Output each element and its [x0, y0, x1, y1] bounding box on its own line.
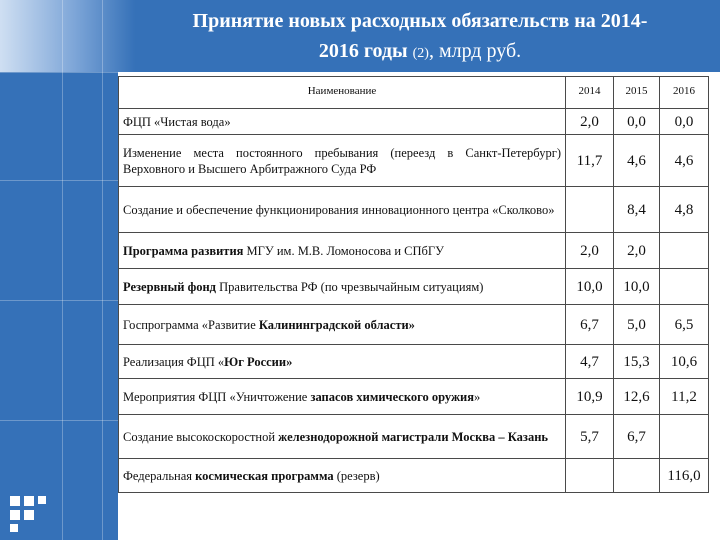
row-name — [119, 233, 566, 269]
value-2016 — [660, 269, 709, 305]
header-name: Наименование — [119, 77, 566, 109]
decor-line — [102, 0, 103, 540]
value-2016: 11,2 — [660, 379, 709, 415]
value-2015: 15,3 — [614, 345, 660, 379]
row-name-part: Программа развития — [123, 243, 244, 258]
row-name-part: Создание и обеспечение функционирования инновационного центра «Сколково» — [123, 202, 555, 217]
table-row — [119, 187, 709, 233]
value-2014 — [566, 459, 614, 493]
value-2014: 2,0 — [566, 109, 614, 135]
table-row — [119, 269, 709, 305]
row-name-part: ФЦП «Чистая вода» — [123, 114, 231, 129]
value-2014: 5,7 — [566, 415, 614, 459]
row-name-part: Резервный фонд — [123, 279, 217, 294]
row-name-part: Реализация ФЦП « — [123, 354, 225, 369]
table-row — [119, 135, 709, 187]
value-2015: 4,6 — [614, 135, 660, 187]
value-2014: 6,7 — [566, 305, 614, 345]
value-2015: 8,4 — [614, 187, 660, 233]
value-2014: 2,0 — [566, 233, 614, 269]
header-year-2016: 2016 — [660, 77, 709, 109]
table-row — [119, 345, 709, 379]
title-unit: , млрд руб. — [428, 40, 522, 62]
title-line-1: Принятие новых расходных обязательств на 2014- — [192, 10, 648, 32]
value-2014 — [566, 187, 614, 233]
table-row — [119, 305, 709, 345]
value-2015: 12,6 — [614, 379, 660, 415]
title-line-2 — [130, 36, 710, 69]
table-row — [119, 415, 709, 459]
row-name-part: (резерв) — [333, 468, 380, 483]
row-name-part: Создание высокоскоростной — [123, 429, 279, 444]
value-2016: 4,6 — [660, 135, 709, 187]
title-band-gradient — [0, 0, 135, 72]
row-name — [119, 305, 566, 345]
value-2016: 10,6 — [660, 345, 709, 379]
row-name-part: запасов химического оружия — [310, 389, 475, 404]
table-row — [119, 109, 709, 135]
left-decor-strip — [0, 72, 118, 540]
title-footnote: (2) — [412, 46, 429, 61]
row-name — [119, 187, 566, 233]
value-2015 — [614, 459, 660, 493]
value-2016 — [660, 233, 709, 269]
value-2015: 10,0 — [614, 269, 660, 305]
row-name — [119, 135, 566, 187]
row-name — [119, 345, 566, 379]
value-2015: 5,0 — [614, 305, 660, 345]
row-name-part: Юг России» — [224, 354, 293, 369]
value-2014: 11,7 — [566, 135, 614, 187]
value-2016 — [660, 415, 709, 459]
value-2016: 116,0 — [660, 459, 709, 493]
slide-title — [130, 6, 710, 69]
row-name — [119, 269, 566, 305]
row-name-part: МГУ им. М.В. Ломоносова и СПбГУ — [243, 243, 444, 258]
row-name — [119, 459, 566, 493]
row-name-part: Мероприятия ФЦП «Уничтожение — [123, 389, 311, 404]
row-name-part: Правительства РФ (по чрезвычайным ситуациям) — [216, 279, 484, 294]
value-2015: 6,7 — [614, 415, 660, 459]
row-name — [119, 379, 566, 415]
value-2015: 0,0 — [614, 109, 660, 135]
table-row — [119, 233, 709, 269]
row-name-part: Федеральная — [123, 468, 196, 483]
value-2016: 4,8 — [660, 187, 709, 233]
decor-line — [0, 180, 118, 181]
value-2014: 4,7 — [566, 345, 614, 379]
row-name-part: Госпрограмма «Развитие — [123, 317, 259, 332]
decor-line — [0, 420, 118, 421]
value-2016: 0,0 — [660, 109, 709, 135]
title-years: 2016 годы — [318, 40, 408, 62]
row-name-part: Калининградской области» — [258, 317, 415, 332]
expenditure-table — [118, 76, 709, 493]
value-2015: 2,0 — [614, 233, 660, 269]
header-year-2014: 2014 — [566, 77, 614, 109]
value-2014: 10,0 — [566, 269, 614, 305]
value-2016: 6,5 — [660, 305, 709, 345]
row-name-part: железнодорожной магистрали Москва – Казань — [278, 429, 549, 444]
row-name-part: » — [474, 389, 481, 404]
decor-line — [0, 300, 118, 301]
row-name-part: Изменение места постоянного пребывания (переезд в Санкт-Петербург) Верховного и Высшего Арбитражного Суда РФ — [123, 145, 561, 176]
decor-line — [62, 0, 63, 540]
row-name — [119, 109, 566, 135]
row-name — [119, 415, 566, 459]
row-name-part: космическая программа — [195, 468, 334, 483]
table-row — [119, 379, 709, 415]
table-row — [119, 459, 709, 493]
table-header-row — [119, 77, 709, 109]
value-2014: 10,9 — [566, 379, 614, 415]
squares-logo-icon — [10, 496, 46, 532]
decor-line — [0, 72, 118, 73]
header-year-2015: 2015 — [614, 77, 660, 109]
